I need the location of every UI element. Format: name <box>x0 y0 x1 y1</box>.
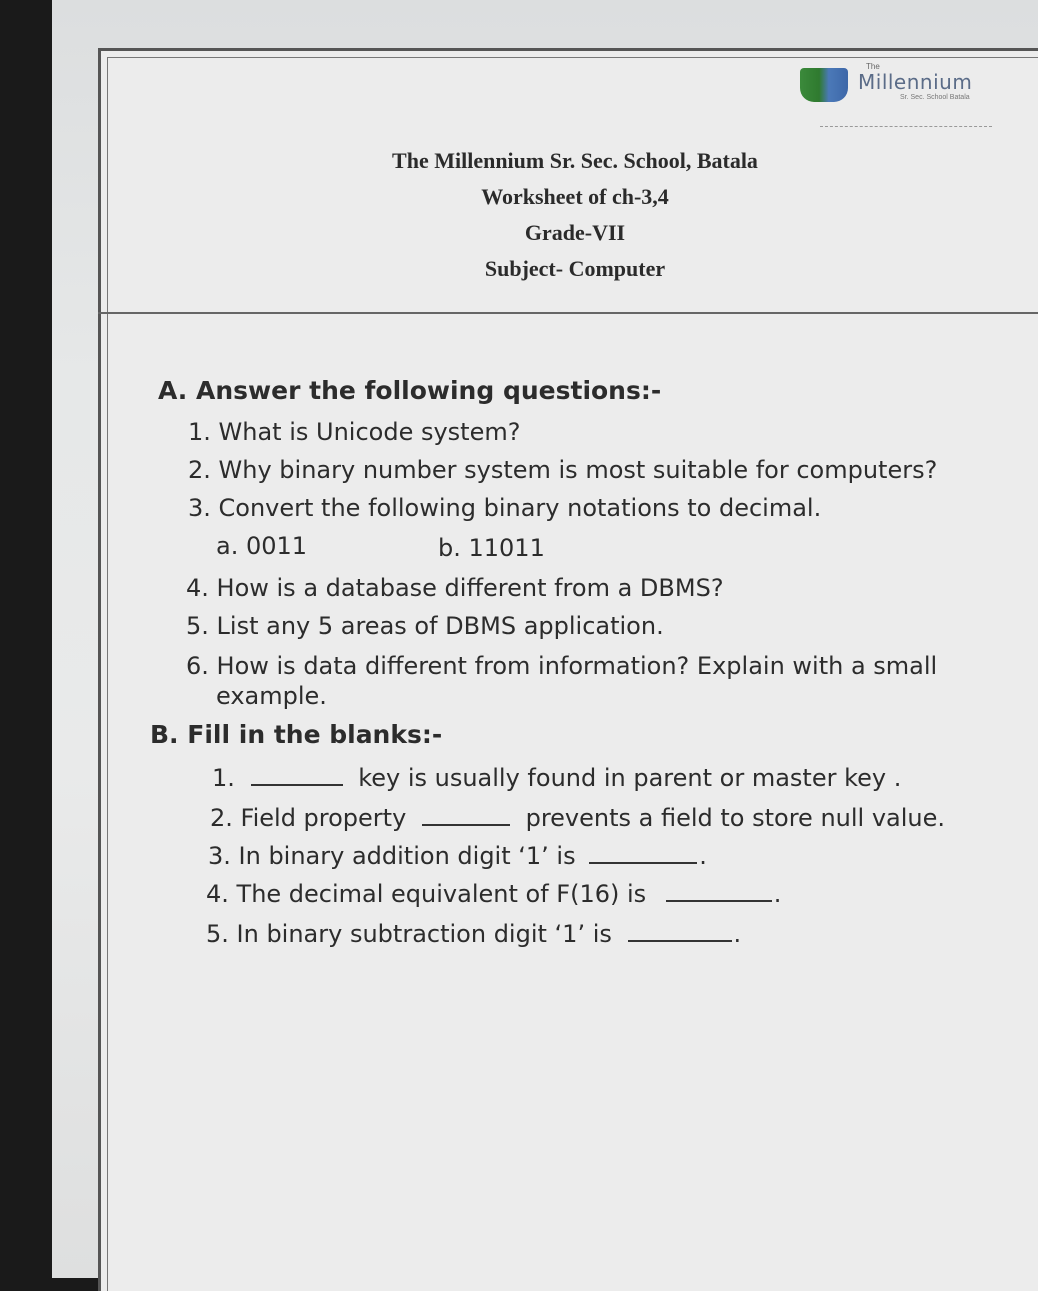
question-6-line-1: 6. How is data different from information? Explain with a small <box>186 652 938 680</box>
fill-blank-1-number: 1. <box>212 764 235 792</box>
section-b-title: B. Fill in the blanks:- <box>150 720 443 749</box>
fill-blank-1 <box>212 762 901 792</box>
question-1: 1. What is Unicode system? <box>188 418 521 446</box>
fill-blank-5-text: 5. In binary subtraction digit ‘1’ is <box>206 920 612 948</box>
period: . <box>699 842 707 870</box>
fill-blank-3 <box>208 840 707 870</box>
school-name: The Millennium Sr. Sec. School, Batala <box>392 148 758 173</box>
question-3: 3. Convert the following binary notations to decimal. <box>188 494 822 522</box>
fill-blank-2-pre: 2. Field property <box>210 804 407 832</box>
period: . <box>773 880 782 908</box>
logo-divider <box>820 126 992 127</box>
fill-blank-3-text: 3. In binary addition digit ‘1’ is <box>208 842 576 870</box>
period: . <box>733 920 742 948</box>
section-a-title: A. Answer the following questions:- <box>158 376 662 405</box>
logo-sub: Sr. Sec. School Batala <box>900 94 970 101</box>
question-3b: b. 11011 <box>438 534 545 562</box>
fill-blank-4-text: 4. The decimal equivalent of F(16) is <box>206 880 647 908</box>
subject-label: Subject- Computer <box>484 256 666 281</box>
fill-blank-1-text: key is usually found in parent or master key . <box>358 764 902 792</box>
blank-line <box>422 802 510 826</box>
question-3a: a. 0011 <box>216 532 308 560</box>
blank-line <box>251 762 343 786</box>
blank-line <box>666 878 772 902</box>
blank-line <box>589 840 697 864</box>
fill-blank-4 <box>206 878 781 908</box>
logo-emblem-icon <box>800 68 848 102</box>
fill-blank-2-post: prevents a field to store null value. <box>525 804 946 832</box>
worksheet-header <box>0 143 1038 287</box>
fill-blank-2 <box>210 802 945 832</box>
blank-line <box>628 918 732 942</box>
school-logo <box>800 60 1000 132</box>
fill-blank-5 <box>206 918 741 948</box>
logo-name: Millennium <box>858 70 973 94</box>
worksheet-title: Worksheet of ch-3,4 <box>481 184 669 209</box>
question-2: 2. Why binary number system is most suitable for computers? <box>188 456 938 484</box>
question-6-line-2: example. <box>216 682 327 710</box>
question-4: 4. How is a database different from a DBMS? <box>186 574 724 602</box>
header-divider <box>98 312 1038 314</box>
question-5: 5. List any 5 areas of DBMS application. <box>186 612 664 640</box>
logo-the: The <box>866 62 880 71</box>
grade-label: Grade-VII <box>524 220 626 245</box>
